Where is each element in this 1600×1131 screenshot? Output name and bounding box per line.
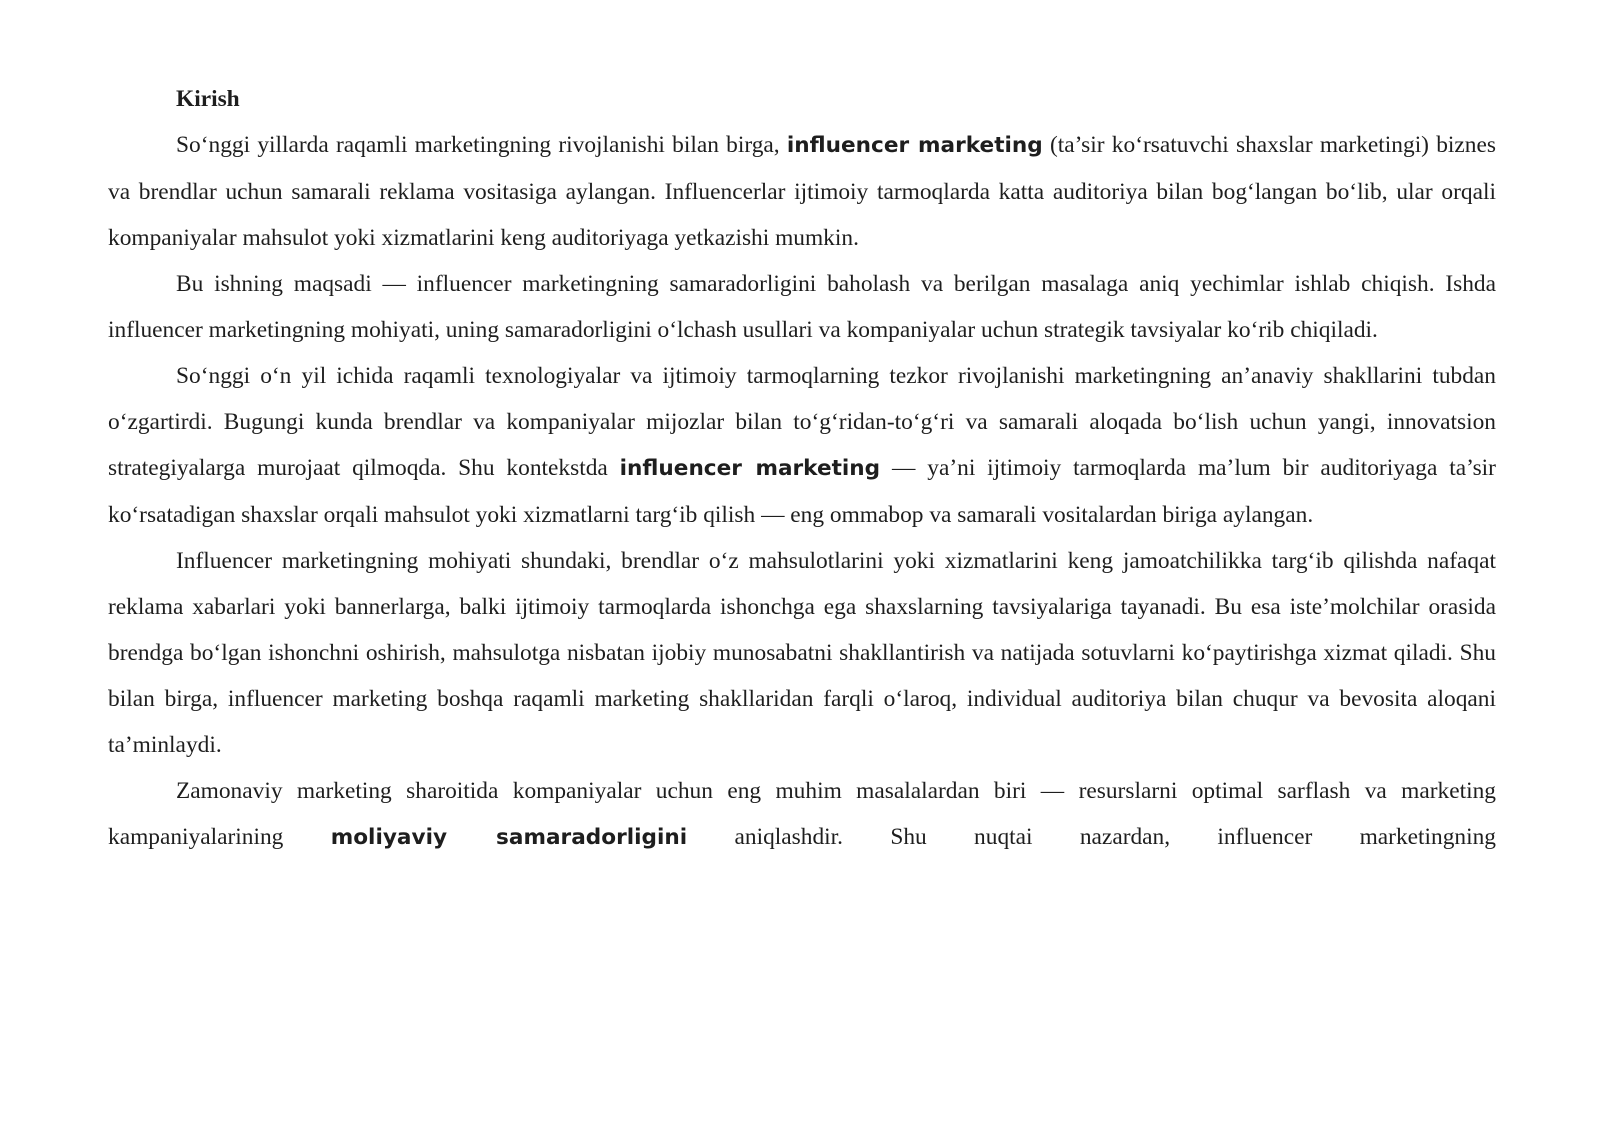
text-run: aniqlashdir. Shu nuqtai nazardan, influencer marketingning — [687, 824, 1496, 850]
text-run: Influencer marketingning mohiyati shundaki, brendlar o‘z mahsulotlarini yoki xizmatlarini keng jamoatchilikka targ‘ib qilishda nafaqat reklama xabarlari yoki bannerlarga, balki ijtimoiy tarmoqlarda ishonchga ega shaxslarning tavsiyalariga tayanadi. Bu esa iste’molchilar orasida brendga bo‘lgan ishonchni oshirish, mahsulotga nisbatan ijobiy munosabatni shakllantirish va natijada sotuvlarni ko‘paytirishga xizmat qiladi. Shu bilan birga, influencer marketing boshqa raqamli marketing shakllaridan farqli o‘laroq, individual auditoriya bilan chuqur va bevosita aloqani ta’minlaydi. — [108, 548, 1496, 758]
document-page — [108, 76, 1496, 861]
text-run: Bu ishning maqsadi — influencer marketingning samaradorligini baholash va berilgan masalaga aniq yechimlar ishlab chiqish. Ishda influencer marketingning mohiyati, uning samaradorligini o‘lchash usullari va kompaniyalar uchun strategik tavsiyalar ko‘rib chiqiladi. — [108, 271, 1496, 343]
text-run: Zamonaviy marketing sharoitida kompaniyalar uchun eng muhim masalalardan biri — resurslarni optimal sarflash va marketing kampaniyalarining — [108, 778, 1496, 850]
text-run: — ya’ni ijtimoiy tarmoqlarda ma’lum bir auditoriyaga ta’sir ko‘rsatadigan shaxslar orqali mahsulot yoki xizmatlarni targ‘ib qilish — eng ommabop va samarali vositalardan biriga aylangan. — [108, 455, 1496, 528]
paragraph-aim — [108, 261, 1496, 353]
paragraph-intro — [108, 122, 1496, 261]
bold-term: moliyaviy samaradorligini — [330, 825, 688, 850]
text-run: So‘nggi o‘n yil ichida raqamli texnologiyalar va ijtimoiy tarmoqlarning tezkor rivojlanishi marketingning an’anaviy shakllarini tubdan o‘zgartirdi. Bugungi kunda brendlar va kompaniyalar mijozlar bilan to‘g‘ridan-to‘g‘ri va samarali aloqada bo‘lish uchun yangi, innovatsion strategiyalarga murojaat qilmoqda. Shu kontekstda — [108, 363, 1496, 481]
bold-term: influencer marketing — [619, 456, 881, 481]
bold-term: influencer marketing — [786, 133, 1043, 158]
section-heading: Kirish — [176, 86, 240, 112]
paragraph-essence — [108, 538, 1496, 768]
text-run: So‘nggi yillarda raqamli marketingning rivojlanishi bilan birga, — [176, 132, 787, 158]
text-run: (ta’sir ko‘rsatuvchi shaxslar marketingi) biznes va brendlar uchun samarali reklama vositasiga aylangan. Influencerlar ijtimoiy tarmoqlarda katta auditoriya bilan bog‘langan bo‘lib, ular orqali kompaniyalar mahsulot yoki xizmatlarini keng auditoriyaga yetkazishi mumkin. — [108, 132, 1496, 251]
paragraph-context — [108, 353, 1496, 538]
paragraph-financial — [108, 768, 1496, 861]
